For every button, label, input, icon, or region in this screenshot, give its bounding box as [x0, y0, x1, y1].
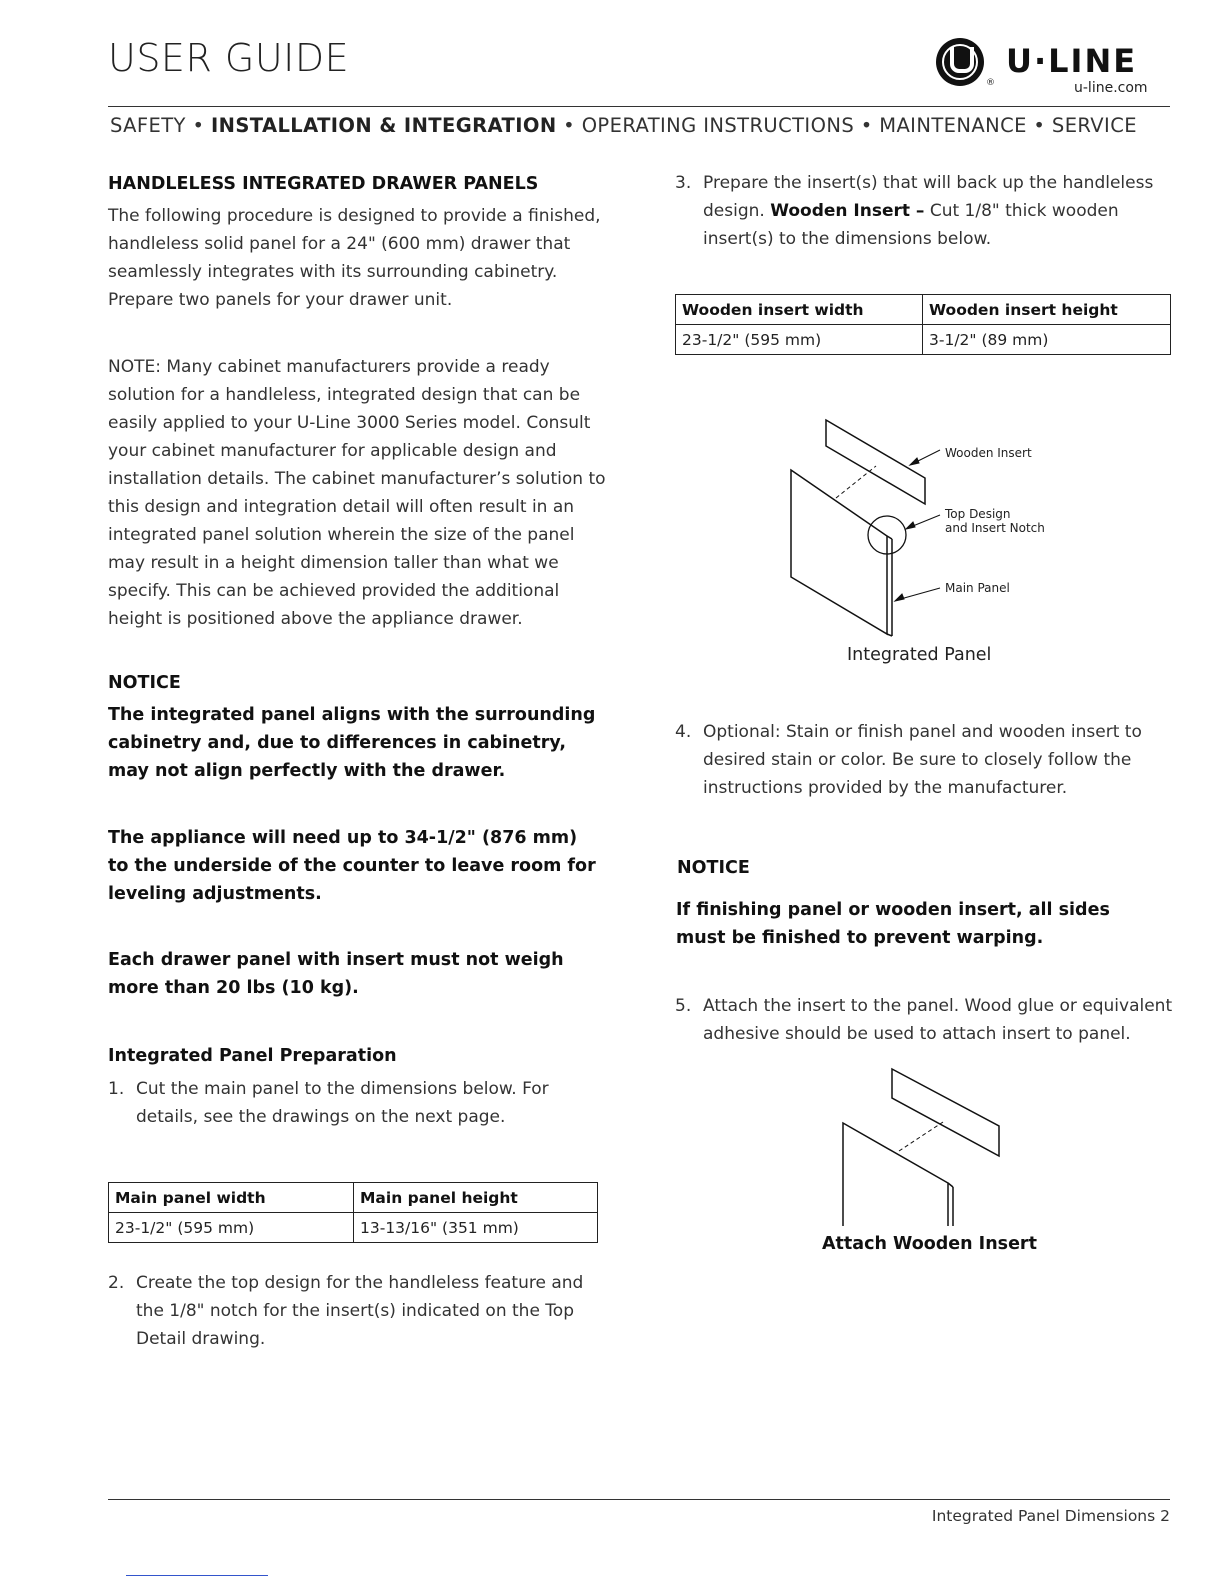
table-row: [676, 325, 1171, 355]
main-panel-shape: [791, 470, 892, 636]
notice-alignment: [108, 701, 595, 785]
table-header-cell: Main panel height: [354, 1183, 598, 1213]
text-line: to the underside of the counter to leave room for: [108, 856, 596, 876]
text-line: your cabinet manufacturer for applicable design and: [108, 441, 557, 461]
uline-logo-icon: [936, 38, 984, 86]
label-top-design: Top Design: [945, 507, 1011, 521]
text-line: The following procedure is designed to provide a finished,: [108, 206, 601, 226]
text-line: height is positioned above the appliance drawer.: [108, 609, 523, 629]
wooden-insert-table: [675, 294, 1171, 355]
step-number: 5.: [675, 996, 692, 1016]
notice-heading: NOTICE: [108, 673, 181, 693]
text-line: The integrated panel aligns with the surrounding: [108, 705, 596, 725]
text-line: may not align perfectly with the drawer.: [108, 761, 506, 781]
text-line: specify. This can be achieved provided the additional: [108, 581, 560, 601]
text-line: Create the top design for the handleless feature and: [136, 1273, 584, 1293]
text-line: NOTE: Many cabinet manufacturers provide a ready: [108, 357, 550, 377]
intro-paragraph: [108, 202, 601, 314]
text-line: leveling adjustments.: [108, 884, 322, 904]
notice-weight: [108, 946, 564, 1002]
integrated-panel-diagram: [780, 412, 1080, 642]
nav-separator: •: [1026, 114, 1052, 137]
table-cell: 23-1/2" (595 mm): [676, 325, 923, 355]
footer-link-underline: [126, 1575, 268, 1576]
table-header-cell: Wooden insert width: [676, 295, 923, 325]
section-nav: [110, 114, 1137, 137]
main-panel-table: [108, 1182, 598, 1243]
alignment-line: [836, 466, 876, 498]
text-span: design.: [703, 201, 771, 221]
step-number: 3.: [675, 173, 692, 193]
table-row: [109, 1213, 598, 1243]
text-line: handleless solid panel for a 24" (600 mm) drawer that: [108, 234, 571, 254]
text-line: details, see the drawings on the next page.: [136, 1107, 506, 1127]
text-line: must be finished to prevent warping.: [676, 928, 1044, 948]
notice-clearance: [108, 824, 596, 908]
step-1: [108, 1075, 598, 1135]
text-line: Cut the main panel to the dimensions below. For: [136, 1079, 549, 1099]
text-line: The appliance will need up to 34-1/2" (876 mm): [108, 828, 578, 848]
text-line: [703, 197, 1153, 225]
logo-url: u-line.com: [1074, 80, 1148, 96]
diagram-caption: Integrated Panel: [847, 645, 992, 665]
section-heading: HANDLELESS INTEGRATED DRAWER PANELS: [108, 174, 539, 194]
text-line: the 1/8" notch for the insert(s) indicated on the Top: [136, 1301, 574, 1321]
nav-service: SERVICE: [1051, 114, 1137, 137]
label-insert-notch: and Insert Notch: [945, 521, 1045, 535]
text-line: installation details. The cabinet manufacturer’s solution to: [108, 469, 606, 489]
text-line: desired stain or color. Be sure to closely follow the: [703, 750, 1132, 770]
text-line: Each drawer panel with insert must not weigh: [108, 950, 564, 970]
logo-wordmark: U·LINE: [1006, 42, 1138, 80]
step-number: 2.: [108, 1273, 125, 1293]
text-line: integrated panel solution wherein the size of the panel: [108, 525, 575, 545]
text-line: instructions provided by the manufacturer.: [703, 778, 1068, 798]
text-line: easily applied to your U-Line 3000 Series model. Consult: [108, 413, 591, 433]
main-panel-shape: [843, 1123, 953, 1226]
text-line: this design and integration detail will often result in an: [108, 497, 575, 517]
text-span: Cut 1/8" thick wooden: [924, 201, 1119, 221]
page-title: USER GUIDE: [108, 36, 350, 80]
step-number: 4.: [675, 722, 692, 742]
notice-heading: NOTICE: [677, 858, 750, 878]
note-paragraph: [108, 353, 606, 633]
table-cell: 13-13/16" (351 mm): [354, 1213, 598, 1243]
diagram-caption: Attach Wooden Insert: [822, 1234, 1037, 1254]
table-header-row: [109, 1183, 598, 1213]
wooden-insert-label: Wooden Insert –: [770, 201, 925, 221]
registered-mark: ®: [986, 78, 995, 88]
wooden-insert-shape: [826, 420, 925, 504]
text-line: cabinetry and, due to differences in cabinetry,: [108, 733, 567, 753]
alignment-line: [899, 1122, 943, 1151]
table-header-row: [676, 295, 1171, 325]
table-header-cell: Main panel width: [109, 1183, 354, 1213]
text-line: may result in a height dimension taller than what we: [108, 553, 559, 573]
text-line: adhesive should be used to attach insert to panel.: [703, 1024, 1131, 1044]
step-2: [108, 1269, 598, 1359]
nav-separator: •: [854, 114, 880, 137]
step-4: [675, 718, 1175, 808]
uline-logo: [936, 38, 1172, 96]
notice-finishing: [676, 896, 1110, 952]
nav-operating: OPERATING INSTRUCTIONS: [581, 114, 855, 137]
table-cell: 3-1/2" (89 mm): [923, 325, 1171, 355]
step-5: [675, 992, 1175, 1052]
footer-page-label: Integrated Panel Dimensions 2: [931, 1507, 1170, 1525]
label-main-panel: Main Panel: [945, 581, 1010, 595]
text-line: Prepare two panels for your drawer unit.: [108, 290, 453, 310]
text-line: Prepare the insert(s) that will back up the handleless: [703, 173, 1154, 193]
footer-divider: [108, 1499, 1170, 1500]
text-line: seamlessly integrates with its surrounding cabinetry.: [108, 262, 558, 282]
text-line: Attach the insert to the panel. Wood glue or equivalent: [703, 996, 1173, 1016]
step-3: [675, 169, 1175, 259]
table-header-cell: Wooden insert height: [923, 295, 1171, 325]
nav-maintenance: MAINTENANCE: [879, 114, 1027, 137]
attach-insert-diagram: [835, 1062, 1015, 1228]
label-wooden-insert: Wooden Insert: [945, 446, 1032, 460]
text-line: Detail drawing.: [136, 1329, 266, 1349]
text-line: If finishing panel or wooden insert, all sides: [676, 900, 1110, 920]
nav-safety: SAFETY: [110, 114, 186, 137]
text-line: Optional: Stain or finish panel and wooden insert to: [703, 722, 1142, 742]
table-cell: 23-1/2" (595 mm): [109, 1213, 354, 1243]
wooden-insert-shape: [892, 1069, 999, 1156]
text-line: solution for a handleless, integrated design that can be: [108, 385, 581, 405]
header-divider: [108, 106, 1170, 107]
text-line: insert(s) to the dimensions below.: [703, 229, 992, 249]
step-number: 1.: [108, 1079, 125, 1099]
nav-installation: INSTALLATION & INTEGRATION: [210, 114, 557, 137]
nav-separator: •: [556, 114, 582, 137]
prep-heading: Integrated Panel Preparation: [108, 1046, 397, 1066]
text-line: more than 20 lbs (10 kg).: [108, 978, 359, 998]
nav-separator: •: [185, 114, 211, 137]
